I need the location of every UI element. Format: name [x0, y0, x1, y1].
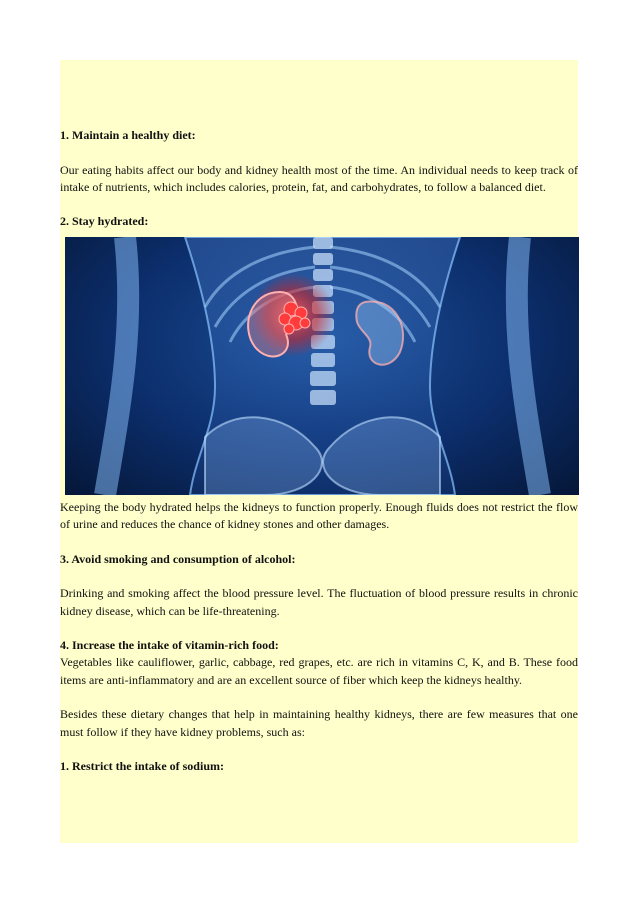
- paragraph-avoid-smoking: Drinking and smoking affect the blood pressure level. The fluctuation of blood pressure results in chronic kidney disease, which can be life-threatening.: [60, 586, 578, 618]
- spacer: [60, 689, 578, 706]
- paragraph-healthy-diet: Our eating habits affect our body and kidney health most of the time. An individual needs to keep track of intake of nutrients, which includes calories, protein, fat, and carbohydrates, to follow a balanced diet.: [60, 162, 578, 194]
- spacer: [60, 533, 578, 550]
- paragraph-vitamin-food: Vegetables like cauliflower, garlic, cabbage, red grapes, etc. are rich in vitamins C, K, and B. These food items are anti-inflammatory and are an excellent source of fiber which keep the kidneys healthy.: [60, 655, 578, 687]
- spacer: [60, 741, 578, 758]
- kidney-xray-icon: [65, 237, 579, 495]
- heading-avoid-smoking: 3. Avoid smoking and consumption of alcohol:: [60, 551, 296, 566]
- paragraph-stay-hydrated: Keeping the body hydrated helps the kidneys to function properly. Enough fluids does not restrict the flow of urine and reduces the chance of kidney stones and other damages.: [60, 499, 578, 532]
- paragraph-besides: Besides these dietary changes that help in maintaining healthy kidneys, there are few measures that one must follow if they have kidney problems, such as:: [60, 707, 578, 739]
- kidney-xray-illustration: [65, 237, 579, 495]
- document-content: [60, 127, 578, 776]
- heading-vitamin-food: 4. Increase the intake of vitamin-rich food:: [60, 638, 279, 653]
- heading-stay-hydrated: 2. Stay hydrated:: [60, 214, 149, 229]
- spacer: [60, 144, 578, 161]
- heading-restrict-sodium: 1. Restrict the intake of sodium:: [60, 759, 224, 774]
- spacer: [60, 568, 578, 585]
- spacer: [60, 196, 578, 213]
- spacer: [60, 620, 578, 637]
- heading-healthy-diet: 1. Maintain a healthy diet:: [60, 128, 196, 142]
